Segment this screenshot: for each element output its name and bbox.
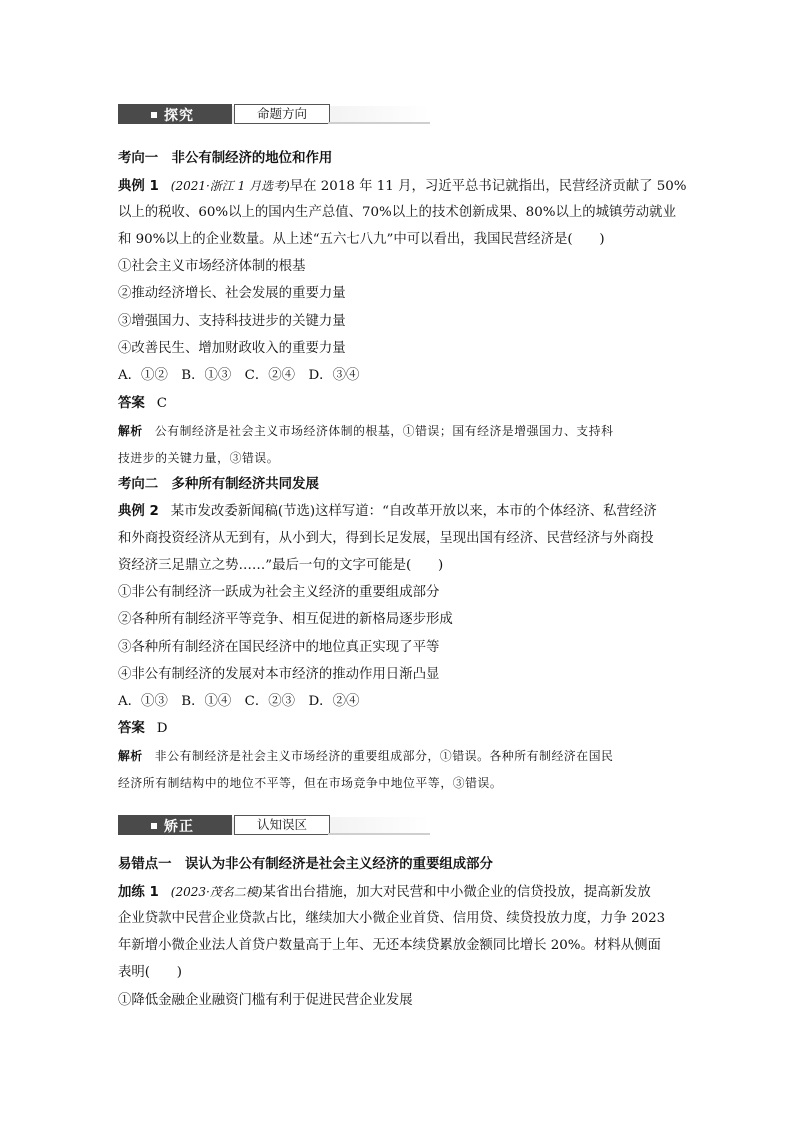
section-title: 探究 [164,108,194,124]
example-text-line: 以上的税收、60%以上的国内生产总值、70%以上的技术创新成果、80%以上的城镇劳动就业 [118,205,676,220]
option-item: ④非公有制经济的发展对本市经济的推动作用日渐凸显 [118,667,440,682]
example-text-line: 企业贷款中民营企业贷款占比，继续加大小微企业首贷、信用贷、续贷投放力度，力争 2023 [118,911,666,926]
topic-heading: 易错点一 误认为非公有制经济是社会主义经济的重要组成部分 [118,857,493,872]
answer-value: C [156,396,168,411]
example-text: 某省出台措施，加大对民营和中小微企业的信贷投放，提高新发放 [262,885,651,900]
section-tab: 命题方向 [234,104,330,124]
analysis-label: 解析 [118,424,143,438]
option-item: ①降低金融企业融资门槛有利于促进民营企业发展 [118,993,413,1008]
choice-list: A．①③ B．①④ C．②③ D．②④ [118,694,360,709]
option-item: ①社会主义市场经济体制的根基 [118,259,306,274]
option-item: ④改善民生、增加财政收入的重要力量 [118,341,346,356]
example-text-line: 年新增小微企业法人首贷户数量高于上年、无还本续贷累放金额同比增长 20%。材料从侧面 [118,938,661,953]
option-item: ③各种所有制经济在国民经济中的地位真正实现了平等 [118,640,440,655]
answer-value: D [156,721,168,736]
example-text: 某市发改委新闻稿(节选)这样写道：“自改革开放以来，本市的个体经济、私营经济 [170,504,657,519]
example-text-line: 和 90%以上的企业数量。从上述“五六七八九”中可以看出，我国民营经济是( ) [118,232,605,247]
answer-label: 答案 [118,721,145,736]
example-intro [118,883,651,902]
choice-list: A．①② B．①③ C．②④ D．③④ [118,368,360,383]
analysis-text: 非公有制经济是社会主义市场经济的重要组成部分，①错误。各种所有制经济在国民 [154,749,614,763]
banner-underline [328,833,430,835]
example-text: 早在 2018 年 11 月，习近平总书记就指出，民营经济贡献了 50% [289,179,687,194]
analysis-line: 技进步的关键力量，③错误。 [118,451,280,465]
option-item: ②推动经济增长、社会发展的重要力量 [118,286,346,301]
section-tab: 认知误区 [234,815,330,835]
example-source: (2021·浙江 1 月选考) [170,179,290,193]
example-label: 典例 2 [118,504,159,519]
example-label: 典例 1 [118,179,159,194]
example-text-line: 和外商投资经济从无到有，从小到大，得到长足发展，呈现出国有经济、民营经济与外商投 [118,531,654,546]
analysis-label: 解析 [118,749,143,763]
analysis-line: 经济所有制结构中的地位不平等，但在市场竞争中地位平等，③错误。 [118,776,503,790]
section-banner-correct [118,811,430,837]
topic-heading: 考向二 多种所有制经济共同发展 [118,477,319,492]
analysis-text: 公有制经济是社会主义市场经济体制的根基，①错误；国有经济是增强国力、支持科 [154,424,614,438]
answer-label: 答案 [118,396,145,411]
option-item: ③增强国力、支持科技进步的关键力量 [118,314,346,329]
example-text-line: 资经济三足鼎立之势……”最后一句的文字可能是( ) [118,558,444,573]
banner-square-icon [151,112,157,118]
example-label: 加练 1 [118,885,159,900]
analysis-line [118,422,613,440]
section-title: 矫正 [164,819,194,835]
option-item: ①非公有制经济一跃成为社会主义经济的重要组成部分 [118,585,440,600]
answer-line [118,395,167,413]
example-intro [118,177,687,196]
section-banner-explore [118,100,430,126]
example-text-line: 表明( ) [118,965,183,980]
banner-square-icon [151,823,157,829]
banner-underline [328,122,430,124]
analysis-line [118,747,613,765]
answer-line [118,720,168,738]
option-item: ②各种所有制经济平等竞争、相互促进的新格局逐步形成 [118,612,453,627]
topic-heading: 考向一 非公有制经济的地位和作用 [118,151,333,166]
example-intro [118,503,657,521]
example-source: (2023·茂名二模) [170,885,263,899]
